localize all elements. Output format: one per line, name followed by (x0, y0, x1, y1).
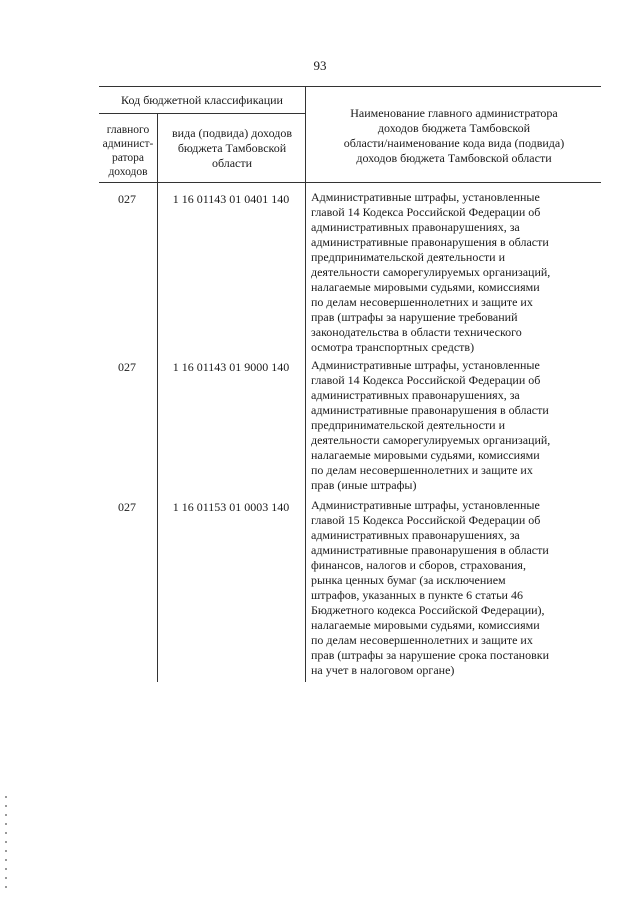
header-admin-line: доходов (108, 166, 148, 178)
scan-margin-marks (5, 796, 8, 896)
header-name-line: Наименование главного администратора (350, 106, 558, 120)
header-admin-line: админист- (102, 138, 154, 150)
row-name-line: прав (иные штрафы) (311, 478, 417, 492)
row-name-line: штрафов, указанных в пункте 6 статьи 46 (311, 588, 523, 602)
row-name-line: главой 14 Кодекса Российской Федерации об (311, 205, 541, 219)
row-name-line: финансов, налогов и сборов, страхования, (311, 558, 526, 572)
row-admin-code: 027 (118, 500, 136, 514)
row-name-line: рынка ценных бумаг (за исключением (311, 573, 506, 587)
row-name-line: главой 14 Кодекса Российской Федерации об (311, 373, 541, 387)
row-name-line: Административные штрафы, установленные (311, 498, 540, 512)
row-budget-code: 1 16 01143 01 9000 140 (172, 360, 290, 374)
row-name-line: административных правонарушениях, за (311, 528, 520, 542)
row-name-line: предпринимательской деятельности и (311, 418, 506, 432)
header-name-line: доходов бюджета Тамбовской области (356, 151, 552, 165)
header-name-line: области/наименование кода вида (подвида) (343, 136, 565, 150)
row-budget-code: 1 16 01143 01 0401 140 (172, 192, 290, 206)
row-name-line: прав (штрафы за нарушение срока постановки (311, 648, 550, 662)
header-admin-line: ратора (111, 152, 145, 164)
row-name-line: административных правонарушениях, за (311, 220, 520, 234)
row-name-line: главой 15 Кодекса Российской Федерации об (311, 513, 541, 527)
row-name-line: налагаемые мировыми судьями, комиссиями (311, 618, 540, 632)
row-name-line: Административные штрафы, установленные (311, 190, 540, 204)
table-top-rule (99, 86, 601, 87)
header-code-line: бюджета Тамбовской (177, 141, 287, 155)
column-divider-admin (157, 114, 158, 682)
row-name-line: административные правонарушения в области (311, 543, 549, 557)
row-name-line: налагаемые мировыми судьями, комиссиями (311, 448, 540, 462)
header-code-line: области (211, 156, 253, 170)
row-budget-code: 1 16 01153 01 0003 140 (172, 500, 290, 514)
header-code-line: вида (подвида) доходов (172, 126, 292, 140)
budget-classification-table (99, 86, 601, 682)
row-name-line: административные правонарушения в области (311, 403, 549, 417)
header-name-line: доходов бюджета Тамбовской (377, 121, 531, 135)
row-name-line: законодательства в области технического (311, 325, 522, 339)
row-name-line: административных правонарушениях, за (311, 388, 520, 402)
row-name-line: осмотра транспортных средств) (311, 340, 475, 354)
row-name-line: деятельности саморегулируемых организаций, (311, 433, 551, 447)
row-admin-code: 027 (118, 192, 136, 206)
page-number: 93 (313, 58, 327, 73)
row-name-line: Административные штрафы, установленные (311, 358, 540, 372)
row-name-line: деятельности саморегулируемых организаций, (311, 265, 551, 279)
header-admin (99, 123, 157, 179)
header-admin-line: главного (106, 124, 150, 136)
header-bottom-rule (99, 182, 601, 183)
group-header-title: Код бюджетной классификации (121, 93, 283, 107)
header-code (159, 126, 305, 171)
header-name (307, 106, 601, 166)
row-admin-code: 027 (118, 360, 136, 374)
row-name-line: по делам несовершеннолетних и защите их (311, 463, 533, 477)
row-name-line: налагаемые мировыми судьями, комиссиями (311, 280, 540, 294)
row-name-line: Бюджетного кодекса Российской Федерации), (311, 603, 545, 617)
row-name-line: по делам несовершеннолетних и защите их (311, 633, 533, 647)
row-name (311, 190, 599, 355)
row-name-line: прав (штрафы за нарушение требований (311, 310, 518, 324)
row-name (311, 498, 599, 678)
row-name-line: предпринимательской деятельности и (311, 250, 506, 264)
group-header-rule (99, 113, 305, 114)
row-name-line: по делам несовершеннолетних и защите их (311, 295, 533, 309)
row-name (311, 358, 599, 493)
column-divider-code (305, 86, 306, 682)
row-name-line: на учет в налоговом органе) (311, 663, 455, 677)
row-name-line: административные правонарушения в области (311, 235, 549, 249)
